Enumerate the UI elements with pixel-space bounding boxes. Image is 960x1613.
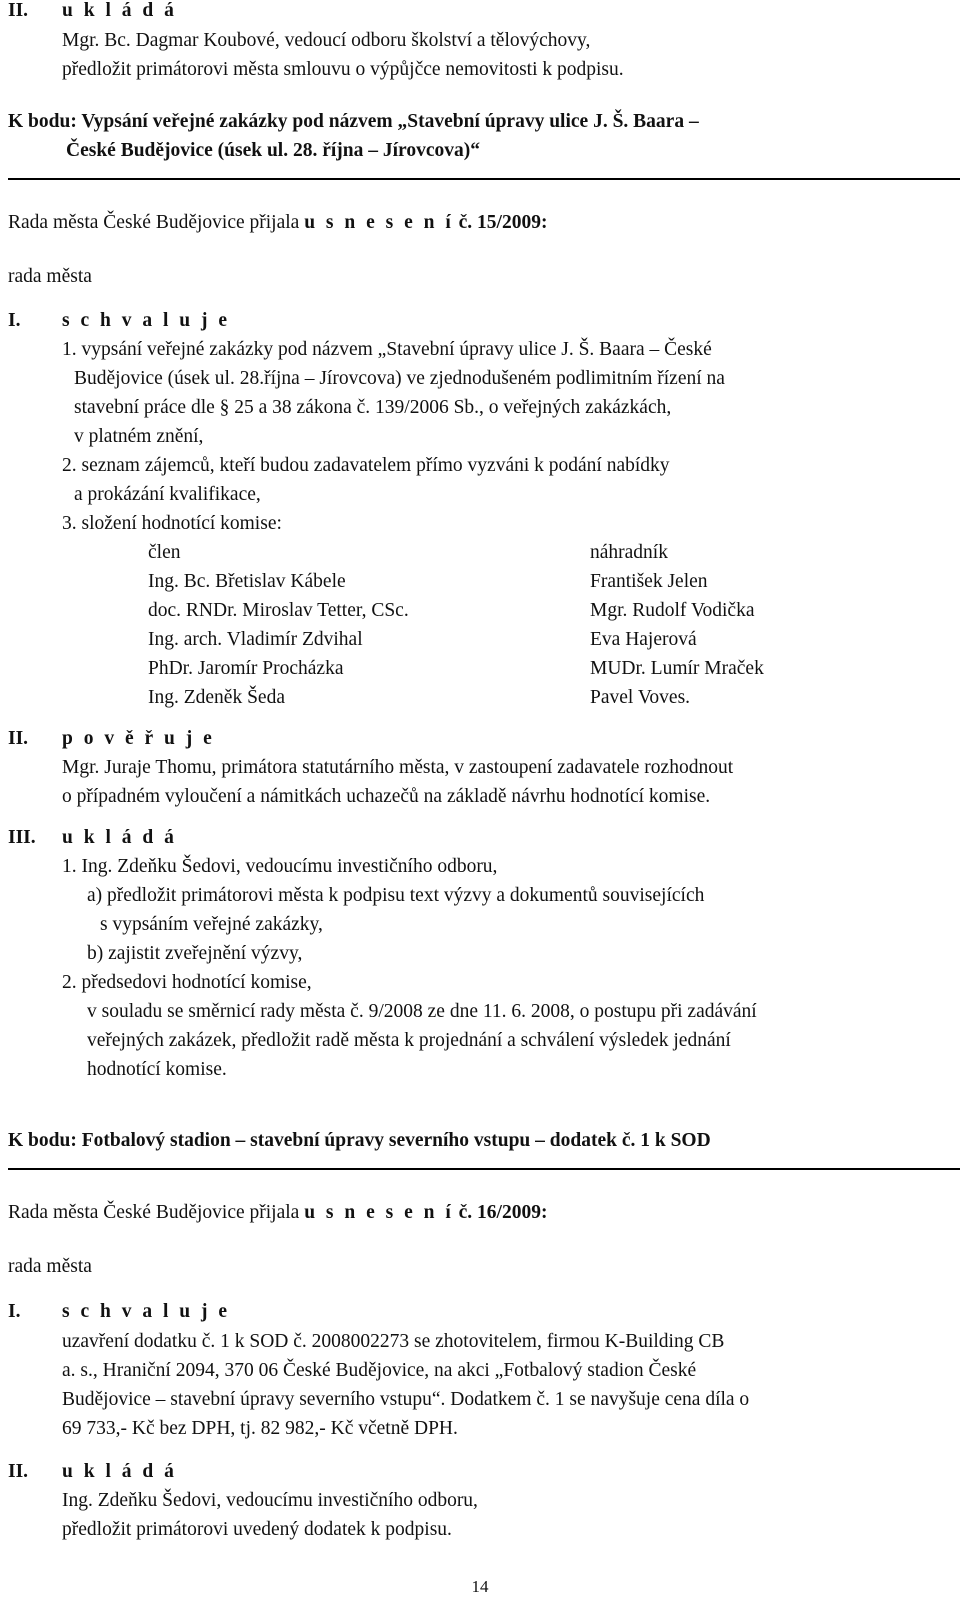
text-line: stavební práce dle § 25 a 38 zákona č. 139/2006 Sb., o veřejných zakázkách, [74,397,672,418]
separator-line [8,1168,960,1170]
section-verb: s c h v a l u j e [62,310,230,331]
text-line: předložit primátorovi města smlouvu o výpůjčce nemovitosti k podpisu. [62,59,624,80]
section-verb: u k l á d á [62,827,177,848]
text-line: 3. složení hodnotící komise: [62,513,282,534]
text-line: 2. předsedovi hodnotící komise, [62,972,312,993]
text-line: uzavření dodatku č. 1 k SOD č. 2008002273 se zhotovitelem, firmou K-Building CB [62,1331,725,1352]
committee-substitute: Pavel Voves. [590,687,691,708]
committee-substitute: MUDr. Lumír Mraček [590,658,764,679]
text-line: b) zajistit zveřejnění výzvy, [87,943,303,964]
text-line: a prokázání kvalifikace, [74,484,261,505]
text-line: Mgr. Juraje Thomu, primátora statutárního města, v zastoupení zadavatele rozhodnout [62,757,734,778]
section-roman: III. [8,827,36,848]
section-verb: p o v ě ř u j e [62,728,215,749]
council-label: rada města [8,266,92,287]
section-roman: II. [8,0,29,21]
section-roman: I. [8,310,21,331]
section-verb: s c h v a l u j e [62,1301,230,1322]
council-label: rada města [8,1256,92,1277]
item-title: K bodu: Fotbalový stadion – stavební úpravy severního vstupu – dodatek č. 1 k SOD [8,1130,711,1151]
committee-substitute: František Jelen [590,571,708,592]
text-line: Budějovice – stavební úpravy severního vstupu“. Dodatkem č. 1 se navyšuje cena díla o [62,1389,750,1410]
text-line: 1. Ing. Zdeňku Šedovi, vedoucímu investičního odboru, [62,856,498,877]
item-title: České Budějovice (úsek ul. 28. října – Jírovcova)“ [66,140,480,161]
section-roman: II. [8,728,29,749]
text-line: a. s., Hraniční 2094, 370 06 České Budějovice, na akci „Fotbalový stadion České [62,1360,697,1381]
text-line: Budějovice (úsek ul. 28.října – Jírovcova) ve zjednodušeném podlimitním řízení na [74,368,725,389]
text-line: s vypsáním veřejné zakázky, [100,914,323,935]
separator-line [8,178,960,180]
section-roman: I. [8,1301,21,1322]
text-line: 69 733,- Kč bez DPH, tj. 82 982,- Kč včetně DPH. [62,1418,458,1439]
committee-header-member: člen [148,542,181,563]
decision-word: u s n e s e n í [304,1202,454,1223]
text-line: 2. seznam zájemců, kteří budou zadavatelem přímo vyzváni k podání nabídky [62,455,670,476]
text-line: v platném znění, [74,426,204,447]
page-number: 14 [471,1577,489,1596]
decision-number: č. 15/2009: [453,212,548,233]
committee-member: Ing. Zdeněk Šeda [148,687,285,708]
committee-member: Ing. Bc. Břetislav Kábele [148,571,346,592]
decision-number: č. 16/2009: [453,1202,548,1223]
text-line: hodnotící komise. [87,1059,227,1080]
decision-line [8,208,547,237]
decision-prefix: Rada města České Budějovice přijala [8,1202,305,1223]
text-line: a) předložit primátorovi města k podpisu text výzvy a dokumentů souvisejících [87,885,705,906]
text-line: o případném vyloučení a námitkách uchazečů na základě návrhu hodnotící komise. [62,786,711,807]
decision-line [8,1198,547,1227]
section-roman: II. [8,1461,29,1482]
text-line: Mgr. Bc. Dagmar Koubové, vedoucí odboru školství a tělovýchovy, [62,30,591,51]
section-verb: u k l á d á [62,1461,177,1482]
text-line: předložit primátorovi uvedený dodatek k podpisu. [62,1519,452,1540]
text-line: veřejných zakázek, předložit radě města k projednání a schválení výsledek jednání [87,1030,731,1051]
committee-member: PhDr. Jaromír Procházka [148,658,344,679]
committee-header-substitute: náhradník [590,542,668,563]
committee-member: doc. RNDr. Miroslav Tetter, CSc. [148,600,409,621]
decision-prefix: Rada města České Budějovice přijala [8,212,305,233]
text-line: v souladu se směrnicí rady města č. 9/2008 ze dne 11. 6. 2008, o postupu při zadávání [87,1001,757,1022]
section-verb: u k l á d á [62,0,177,21]
committee-substitute: Eva Hajerová [590,629,697,650]
committee-member: Ing. arch. Vladimír Zdvihal [148,629,363,650]
committee-substitute: Mgr. Rudolf Vodička [590,600,755,621]
text-line: Ing. Zdeňku Šedovi, vedoucímu investičního odboru, [62,1490,478,1511]
decision-word: u s n e s e n í [304,212,454,233]
item-title: K bodu: Vypsání veřejné zakázky pod názvem „Stavební úpravy ulice J. Š. Baara – [8,111,699,132]
text-line: 1. vypsání veřejné zakázky pod názvem „Stavební úpravy ulice J. Š. Baara – České [62,339,712,360]
